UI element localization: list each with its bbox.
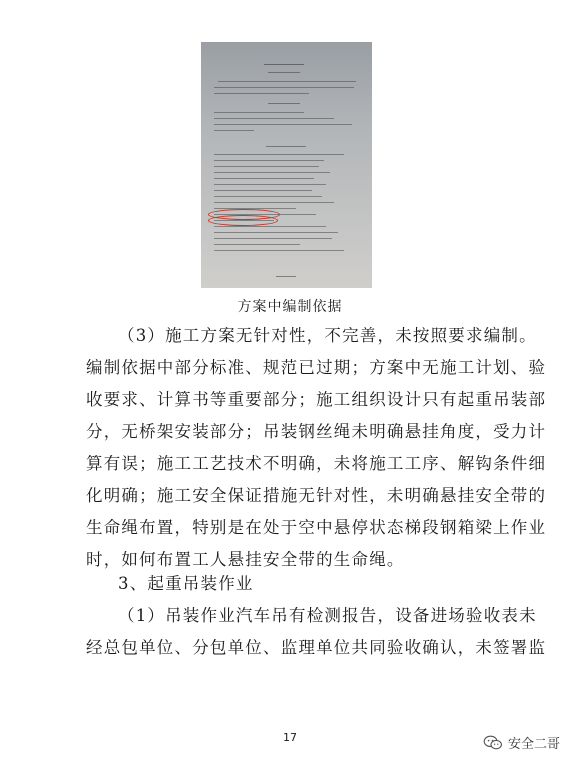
- watermark-text: 安全二哥: [507, 737, 560, 752]
- body-line: 化明确；施工安全保证措施无针对性，未明确悬挂安全带的: [86, 486, 547, 505]
- page-number: 17: [283, 731, 297, 744]
- body-line: 生命绳布置，特别是在处于空中悬停状态梯段钢箱梁上作业: [86, 518, 547, 537]
- red-annotation-circle: [208, 215, 278, 226]
- watermark: [483, 733, 560, 752]
- body-line: 时，如何布置工人悬挂安全带的生命绳。: [86, 550, 405, 569]
- body-line: 分，无桥架安装部分；吊装钢丝绳未明确悬挂角度，受力计: [86, 422, 547, 441]
- body-line: 收要求、计算书等重要部分；施工组织设计只有起重吊装部: [86, 390, 547, 409]
- figure-caption: 方案中编制依据: [237, 299, 343, 315]
- body-line: 算有误；施工工艺技术不明确，未将施工工序、解钩条件细: [86, 454, 547, 473]
- photo-page-content: [206, 50, 366, 282]
- body-line: （1）吊装作业汽车吊有检测报告，设备进场验收表未: [118, 606, 537, 625]
- section-heading: 3、起重吊装作业: [118, 574, 254, 593]
- body-line: 编制依据中部分标准、规范已过期；方案中无施工计划、验: [86, 358, 547, 377]
- body-line: 经总包单位、分包单位、监理单位共同验收确认，未签署监: [86, 638, 547, 657]
- body-line: （3）施工方案无针对性，不完善，未按照要求编制。: [118, 326, 537, 345]
- document-photo: [201, 42, 372, 288]
- wechat-icon: [483, 735, 503, 751]
